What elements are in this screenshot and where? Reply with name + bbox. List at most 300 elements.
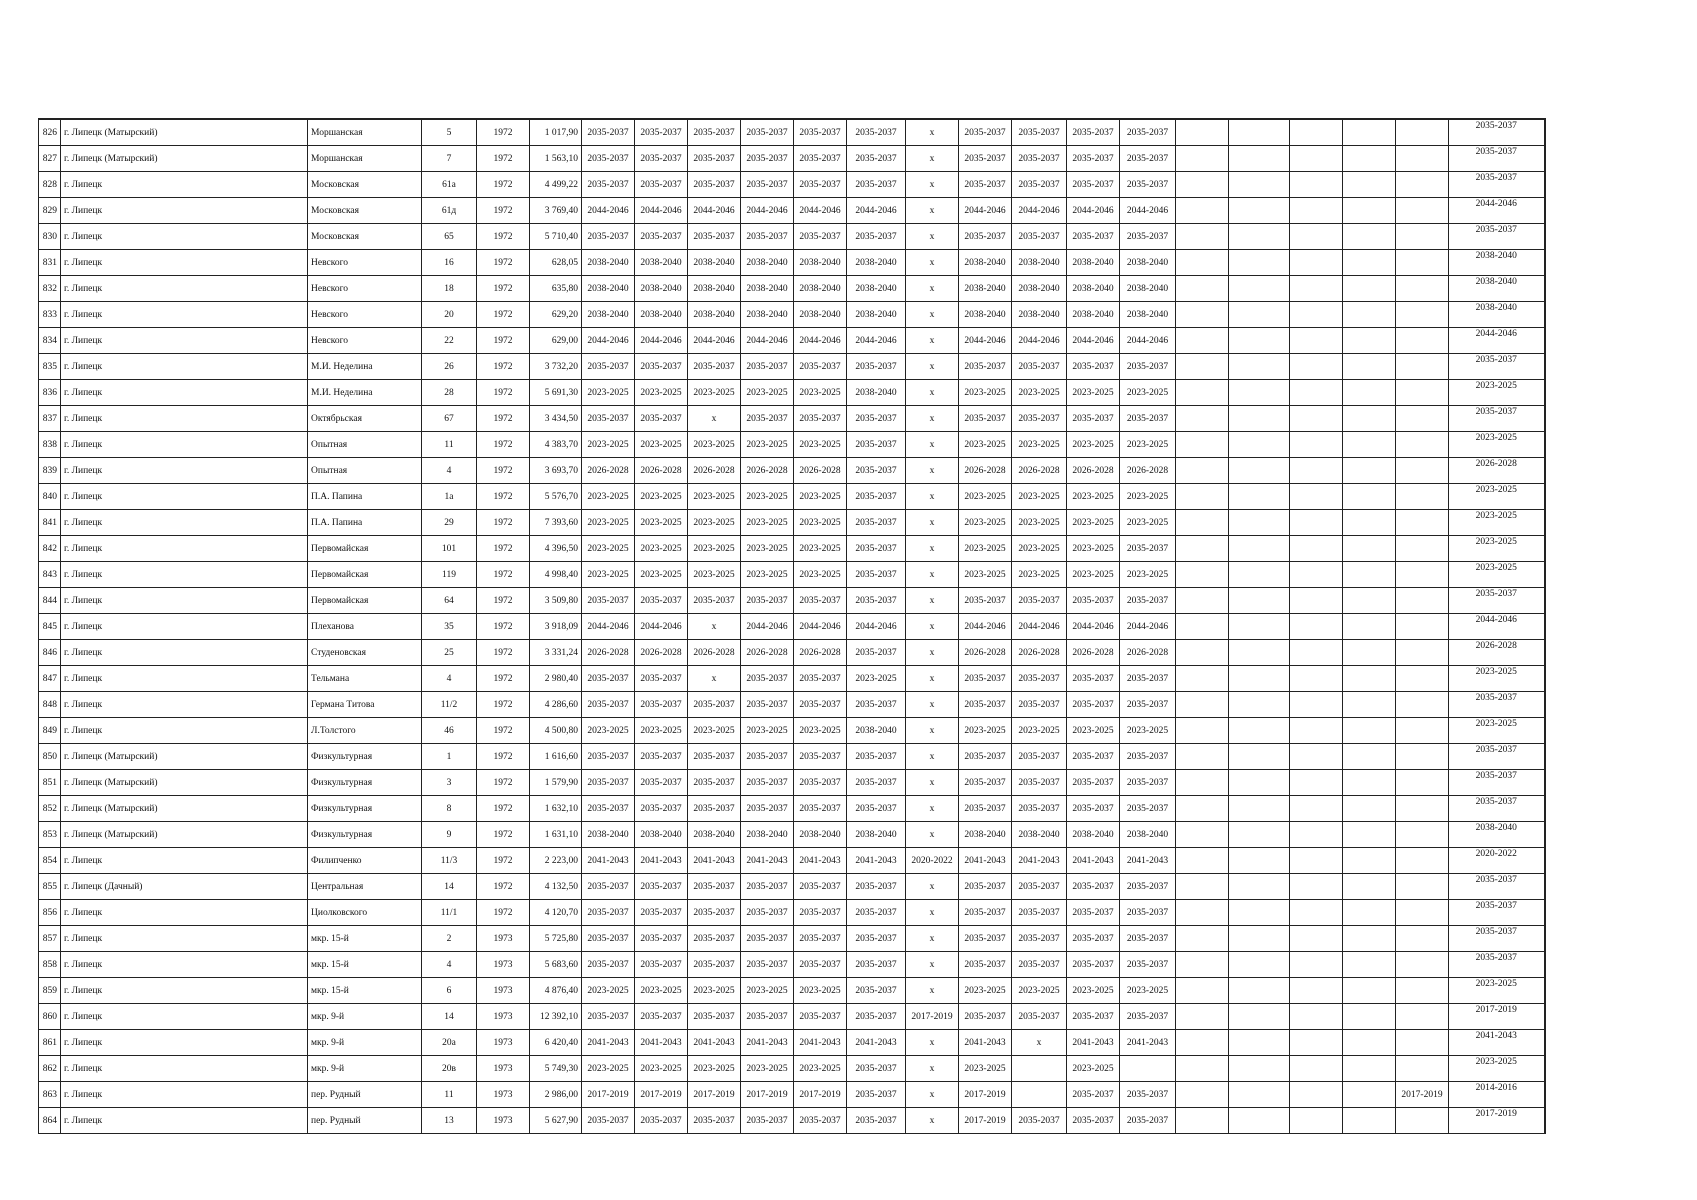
house-number-cell: 1а	[422, 484, 477, 510]
period-cell	[1343, 328, 1396, 354]
row-number-cell: 836	[39, 380, 61, 406]
final-period-cell: 2038-2040	[1449, 822, 1545, 848]
period-cell	[1290, 848, 1343, 874]
period-cell: 2035-2037	[635, 900, 688, 926]
period-cell: 2035-2037	[741, 354, 794, 380]
row-number-cell: 847	[39, 666, 61, 692]
house-number-cell: 8	[422, 796, 477, 822]
final-period-cell: 2035-2037	[1449, 796, 1545, 822]
house-number-cell: 13	[422, 1108, 477, 1134]
year-built-cell: 1973	[477, 1056, 530, 1082]
period-cell	[1343, 1030, 1396, 1056]
period-cell: x	[906, 640, 959, 666]
city-cell: г. Липецк	[61, 224, 308, 250]
period-cell	[1396, 172, 1449, 198]
period-cell: 2035-2037	[741, 119, 794, 146]
period-cell: x	[906, 250, 959, 276]
period-cell: 2035-2037	[959, 796, 1012, 822]
period-cell: 2035-2037	[582, 354, 635, 380]
period-cell: 2035-2037	[1067, 900, 1120, 926]
area-cell: 635,80	[530, 276, 582, 302]
period-cell	[1290, 172, 1343, 198]
period-cell	[1229, 458, 1290, 484]
house-number-cell: 35	[422, 614, 477, 640]
period-cell: 2035-2037	[1067, 874, 1120, 900]
period-cell	[1176, 744, 1229, 770]
period-cell: 2044-2046	[688, 198, 741, 224]
street-cell: Физкультурная	[308, 822, 422, 848]
house-number-cell: 16	[422, 250, 477, 276]
table-row	[39, 510, 1545, 536]
row-number-cell: 846	[39, 640, 61, 666]
city-cell: г. Липецк	[61, 380, 308, 406]
row-number-cell: 826	[39, 119, 61, 146]
period-cell: 2023-2025	[1012, 536, 1067, 562]
period-cell: 2035-2037	[1067, 119, 1120, 146]
period-cell: 2044-2046	[1120, 198, 1176, 224]
period-cell: 2035-2037	[635, 874, 688, 900]
period-cell: 2038-2040	[1067, 302, 1120, 328]
area-cell: 1 632,10	[530, 796, 582, 822]
city-cell: г. Липецк	[61, 1030, 308, 1056]
period-cell: x	[906, 900, 959, 926]
period-cell: 2023-2025	[741, 562, 794, 588]
period-cell: 2026-2028	[741, 458, 794, 484]
period-cell: 2023-2025	[794, 380, 847, 406]
period-cell: 2023-2025	[794, 536, 847, 562]
street-cell: Моршанская	[308, 146, 422, 172]
period-cell	[1343, 978, 1396, 1004]
period-cell	[1290, 588, 1343, 614]
period-cell: x	[906, 562, 959, 588]
period-cell: 2035-2037	[582, 744, 635, 770]
period-cell	[1290, 302, 1343, 328]
period-cell: 2023-2025	[959, 536, 1012, 562]
year-built-cell: 1972	[477, 146, 530, 172]
period-cell: 2035-2037	[1120, 406, 1176, 432]
period-cell	[1176, 250, 1229, 276]
period-cell: x	[906, 119, 959, 146]
table-row	[39, 770, 1545, 796]
row-number-cell: 838	[39, 432, 61, 458]
area-cell: 3 331,24	[530, 640, 582, 666]
final-period-cell: 2035-2037	[1449, 146, 1545, 172]
period-cell: 2026-2028	[688, 640, 741, 666]
period-cell: 2035-2037	[688, 1004, 741, 1030]
period-cell: 2038-2040	[582, 276, 635, 302]
period-cell: 2038-2040	[582, 822, 635, 848]
period-cell: 2023-2025	[582, 562, 635, 588]
street-cell: Опытная	[308, 458, 422, 484]
period-cell: x	[906, 926, 959, 952]
period-cell	[1229, 406, 1290, 432]
period-cell	[1229, 1004, 1290, 1030]
period-cell: 2023-2025	[1012, 978, 1067, 1004]
street-cell: Физкультурная	[308, 744, 422, 770]
period-cell: 2035-2037	[741, 172, 794, 198]
period-cell: 2038-2040	[635, 276, 688, 302]
city-cell: г. Липецк (Матырский)	[61, 146, 308, 172]
period-cell: 2035-2037	[1012, 119, 1067, 146]
period-cell: 2044-2046	[959, 614, 1012, 640]
period-cell	[1229, 744, 1290, 770]
final-period-cell: 2020-2022	[1449, 848, 1545, 874]
period-cell: 2035-2037	[741, 692, 794, 718]
year-built-cell: 1973	[477, 1004, 530, 1030]
year-built-cell: 1972	[477, 718, 530, 744]
period-cell: 2035-2037	[688, 172, 741, 198]
period-cell: x	[906, 536, 959, 562]
period-cell: 2038-2040	[847, 250, 906, 276]
period-cell: 2044-2046	[794, 198, 847, 224]
period-cell	[1343, 562, 1396, 588]
period-cell: 2035-2037	[794, 1004, 847, 1030]
house-number-cell: 61а	[422, 172, 477, 198]
period-cell: 2038-2040	[741, 250, 794, 276]
street-cell: мкр. 9-й	[308, 1056, 422, 1082]
area-cell: 2 980,40	[530, 666, 582, 692]
period-cell: x	[906, 354, 959, 380]
table-row	[39, 874, 1545, 900]
period-cell: 2023-2025	[847, 666, 906, 692]
period-cell: 2044-2046	[1012, 328, 1067, 354]
area-cell: 5 683,60	[530, 952, 582, 978]
period-cell: 2023-2025	[1012, 718, 1067, 744]
period-cell	[1176, 770, 1229, 796]
period-cell: 2023-2025	[635, 1056, 688, 1082]
table-row	[39, 198, 1545, 224]
period-cell: 2041-2043	[959, 1030, 1012, 1056]
street-cell: мкр. 9-й	[308, 1030, 422, 1056]
final-period-cell: 2038-2040	[1449, 302, 1545, 328]
period-cell: 2035-2037	[959, 666, 1012, 692]
area-cell: 1 631,10	[530, 822, 582, 848]
house-number-cell: 6	[422, 978, 477, 1004]
period-cell: 2035-2037	[635, 146, 688, 172]
year-built-cell: 1972	[477, 276, 530, 302]
row-number-cell: 861	[39, 1030, 61, 1056]
period-cell: 2038-2040	[1067, 250, 1120, 276]
area-cell: 1 017,90	[530, 119, 582, 146]
house-number-cell: 28	[422, 380, 477, 406]
period-cell: 2035-2037	[741, 224, 794, 250]
period-cell: 2038-2040	[959, 276, 1012, 302]
period-cell	[1229, 302, 1290, 328]
period-cell	[1012, 1056, 1067, 1082]
period-cell: 2023-2025	[635, 484, 688, 510]
period-cell: 2035-2037	[959, 926, 1012, 952]
period-cell	[1343, 848, 1396, 874]
year-built-cell: 1972	[477, 848, 530, 874]
period-cell: 2035-2037	[635, 926, 688, 952]
period-cell: 2038-2040	[794, 302, 847, 328]
period-cell: 2023-2025	[741, 484, 794, 510]
period-cell: 2035-2037	[688, 224, 741, 250]
period-cell	[1229, 328, 1290, 354]
period-cell: 2038-2040	[1012, 276, 1067, 302]
period-cell	[1290, 119, 1343, 146]
city-cell: г. Липецк	[61, 848, 308, 874]
period-cell: 2038-2040	[794, 250, 847, 276]
period-cell: 2035-2037	[847, 224, 906, 250]
period-cell: 2041-2043	[741, 848, 794, 874]
period-cell	[1229, 978, 1290, 1004]
register-table-sheet	[38, 118, 1546, 1134]
period-cell	[1176, 666, 1229, 692]
period-cell	[1176, 926, 1229, 952]
period-cell: 2035-2037	[1120, 666, 1176, 692]
year-built-cell: 1972	[477, 354, 530, 380]
period-cell: 2044-2046	[635, 328, 688, 354]
city-cell: г. Липецк (Матырский)	[61, 796, 308, 822]
period-cell	[1290, 978, 1343, 1004]
period-cell: 2035-2037	[1120, 952, 1176, 978]
period-cell: 2035-2037	[635, 770, 688, 796]
city-cell: г. Липецк	[61, 484, 308, 510]
period-cell: 2035-2037	[688, 354, 741, 380]
period-cell: x	[906, 458, 959, 484]
period-cell: 2035-2037	[688, 952, 741, 978]
final-period-cell: 2035-2037	[1449, 692, 1545, 718]
year-built-cell: 1972	[477, 744, 530, 770]
period-cell: 2035-2037	[1120, 744, 1176, 770]
period-cell: 2044-2046	[582, 614, 635, 640]
period-cell: 2041-2043	[847, 1030, 906, 1056]
period-cell	[1176, 328, 1229, 354]
period-cell	[1396, 666, 1449, 692]
row-number-cell: 852	[39, 796, 61, 822]
period-cell: 2017-2019	[959, 1108, 1012, 1134]
period-cell: 2026-2028	[582, 458, 635, 484]
city-cell: г. Липецк	[61, 328, 308, 354]
period-cell: 2035-2037	[847, 536, 906, 562]
city-cell: г. Липецк	[61, 354, 308, 380]
period-cell: 2035-2037	[1012, 926, 1067, 952]
area-cell: 1 616,60	[530, 744, 582, 770]
street-cell: Невского	[308, 328, 422, 354]
city-cell: г. Липецк	[61, 432, 308, 458]
period-cell: 2023-2025	[959, 978, 1012, 1004]
table-row	[39, 666, 1545, 692]
city-cell: г. Липецк	[61, 198, 308, 224]
table-row	[39, 406, 1545, 432]
row-number-cell: 850	[39, 744, 61, 770]
period-cell	[1176, 874, 1229, 900]
period-cell: 2035-2037	[959, 692, 1012, 718]
period-cell: 2035-2037	[847, 900, 906, 926]
period-cell: 2035-2037	[741, 926, 794, 952]
final-period-cell: 2041-2043	[1449, 1030, 1545, 1056]
street-cell: Первомайская	[308, 536, 422, 562]
year-built-cell: 1973	[477, 1030, 530, 1056]
period-cell: 2035-2037	[688, 900, 741, 926]
period-cell	[1343, 666, 1396, 692]
row-number-cell: 853	[39, 822, 61, 848]
period-cell	[1290, 796, 1343, 822]
period-cell: 2023-2025	[1120, 380, 1176, 406]
table-row	[39, 536, 1545, 562]
period-cell: 2035-2037	[582, 796, 635, 822]
city-cell: г. Липецк	[61, 458, 308, 484]
table-row	[39, 119, 1545, 146]
period-cell: 2017-2019	[1396, 1082, 1449, 1108]
final-period-cell: 2035-2037	[1449, 588, 1545, 614]
street-cell: Физкультурная	[308, 796, 422, 822]
street-cell: мкр. 15-й	[308, 952, 422, 978]
row-number-cell: 839	[39, 458, 61, 484]
period-cell: 2038-2040	[582, 250, 635, 276]
period-cell: 2041-2043	[1067, 848, 1120, 874]
period-cell: 2023-2025	[794, 718, 847, 744]
period-cell: 2035-2037	[794, 666, 847, 692]
period-cell: 2035-2037	[1120, 536, 1176, 562]
period-cell: 2041-2043	[1012, 848, 1067, 874]
period-cell: 2035-2037	[1067, 666, 1120, 692]
period-cell	[1290, 666, 1343, 692]
year-built-cell: 1972	[477, 406, 530, 432]
city-cell: г. Липецк	[61, 562, 308, 588]
period-cell: 2038-2040	[847, 380, 906, 406]
area-cell: 5 576,70	[530, 484, 582, 510]
street-cell: Невского	[308, 250, 422, 276]
period-cell	[1176, 640, 1229, 666]
house-number-cell: 14	[422, 874, 477, 900]
house-number-cell: 20в	[422, 1056, 477, 1082]
period-cell	[1176, 796, 1229, 822]
period-cell: 2035-2037	[1067, 770, 1120, 796]
period-cell	[1343, 354, 1396, 380]
period-cell	[1396, 640, 1449, 666]
period-cell: 2038-2040	[847, 822, 906, 848]
street-cell: Физкультурная	[308, 770, 422, 796]
table-row	[39, 588, 1545, 614]
period-cell	[1343, 224, 1396, 250]
area-cell: 1 579,90	[530, 770, 582, 796]
period-cell: 2035-2037	[1067, 224, 1120, 250]
period-cell: x	[906, 328, 959, 354]
period-cell: 2023-2025	[741, 718, 794, 744]
year-built-cell: 1972	[477, 510, 530, 536]
period-cell: 2035-2037	[959, 900, 1012, 926]
period-cell: 2035-2037	[794, 770, 847, 796]
period-cell: x	[688, 406, 741, 432]
period-cell: 2035-2037	[741, 900, 794, 926]
street-cell: П.А. Папина	[308, 484, 422, 510]
table-row	[39, 458, 1545, 484]
period-cell	[1396, 692, 1449, 718]
house-number-cell: 64	[422, 588, 477, 614]
period-cell	[1229, 952, 1290, 978]
street-cell: мкр. 9-й	[308, 1004, 422, 1030]
period-cell: 2023-2025	[1120, 432, 1176, 458]
period-cell: 2041-2043	[794, 848, 847, 874]
period-cell: 2023-2025	[794, 510, 847, 536]
period-cell: x	[906, 1056, 959, 1082]
city-cell: г. Липецк	[61, 978, 308, 1004]
period-cell	[1176, 198, 1229, 224]
period-cell: 2023-2025	[1120, 510, 1176, 536]
period-cell: 2035-2037	[1120, 692, 1176, 718]
house-number-cell: 61д	[422, 198, 477, 224]
final-period-cell: 2026-2028	[1449, 458, 1545, 484]
period-cell: 2035-2037	[741, 146, 794, 172]
period-cell: 2038-2040	[794, 822, 847, 848]
period-cell: 2035-2037	[794, 952, 847, 978]
period-cell	[1176, 354, 1229, 380]
year-built-cell: 1972	[477, 796, 530, 822]
row-number-cell: 851	[39, 770, 61, 796]
period-cell	[1396, 718, 1449, 744]
period-cell: 2035-2037	[794, 119, 847, 146]
period-cell: 2038-2040	[688, 276, 741, 302]
final-period-cell: 2044-2046	[1449, 198, 1545, 224]
street-cell: Центральная	[308, 874, 422, 900]
period-cell: x	[906, 510, 959, 536]
period-cell	[1120, 1056, 1176, 1082]
period-cell	[1396, 588, 1449, 614]
street-cell: Опытная	[308, 432, 422, 458]
city-cell: г. Липецк	[61, 614, 308, 640]
period-cell	[1396, 328, 1449, 354]
period-cell: x	[906, 874, 959, 900]
period-cell: 2038-2040	[1120, 822, 1176, 848]
area-cell: 4 383,70	[530, 432, 582, 458]
table-row	[39, 718, 1545, 744]
period-cell: 2026-2028	[1012, 640, 1067, 666]
period-cell: 2044-2046	[635, 614, 688, 640]
period-cell: 2035-2037	[1067, 796, 1120, 822]
period-cell: x	[906, 666, 959, 692]
period-cell	[1176, 406, 1229, 432]
period-cell	[1396, 1030, 1449, 1056]
table-row	[39, 900, 1545, 926]
period-cell	[1229, 562, 1290, 588]
street-cell: мкр. 15-й	[308, 926, 422, 952]
period-cell	[1290, 224, 1343, 250]
period-cell: 2020-2022	[906, 848, 959, 874]
period-cell: 2035-2037	[959, 406, 1012, 432]
house-number-cell: 4	[422, 952, 477, 978]
row-number-cell: 863	[39, 1082, 61, 1108]
year-built-cell: 1972	[477, 588, 530, 614]
period-cell	[1229, 354, 1290, 380]
period-cell: 2035-2037	[582, 666, 635, 692]
row-number-cell: 859	[39, 978, 61, 1004]
final-period-cell: 2014-2016	[1449, 1082, 1545, 1108]
period-cell: 2035-2037	[847, 1108, 906, 1134]
final-period-cell: 2023-2025	[1449, 536, 1545, 562]
period-cell: 2035-2037	[847, 432, 906, 458]
period-cell: 2035-2037	[794, 900, 847, 926]
period-cell	[1396, 1056, 1449, 1082]
period-cell	[1229, 198, 1290, 224]
period-cell: 2035-2037	[1120, 796, 1176, 822]
period-cell	[1396, 770, 1449, 796]
row-number-cell: 841	[39, 510, 61, 536]
house-number-cell: 20	[422, 302, 477, 328]
period-cell: 2035-2037	[1012, 796, 1067, 822]
period-cell: x	[906, 1108, 959, 1134]
period-cell	[1396, 744, 1449, 770]
period-cell: 2023-2025	[1067, 1056, 1120, 1082]
period-cell	[1229, 432, 1290, 458]
period-cell	[1396, 1108, 1449, 1134]
period-cell	[1290, 406, 1343, 432]
final-period-cell: 2017-2019	[1449, 1108, 1545, 1134]
period-cell: 2023-2025	[582, 1056, 635, 1082]
row-number-cell: 858	[39, 952, 61, 978]
city-cell: г. Липецк (Матырский)	[61, 770, 308, 796]
